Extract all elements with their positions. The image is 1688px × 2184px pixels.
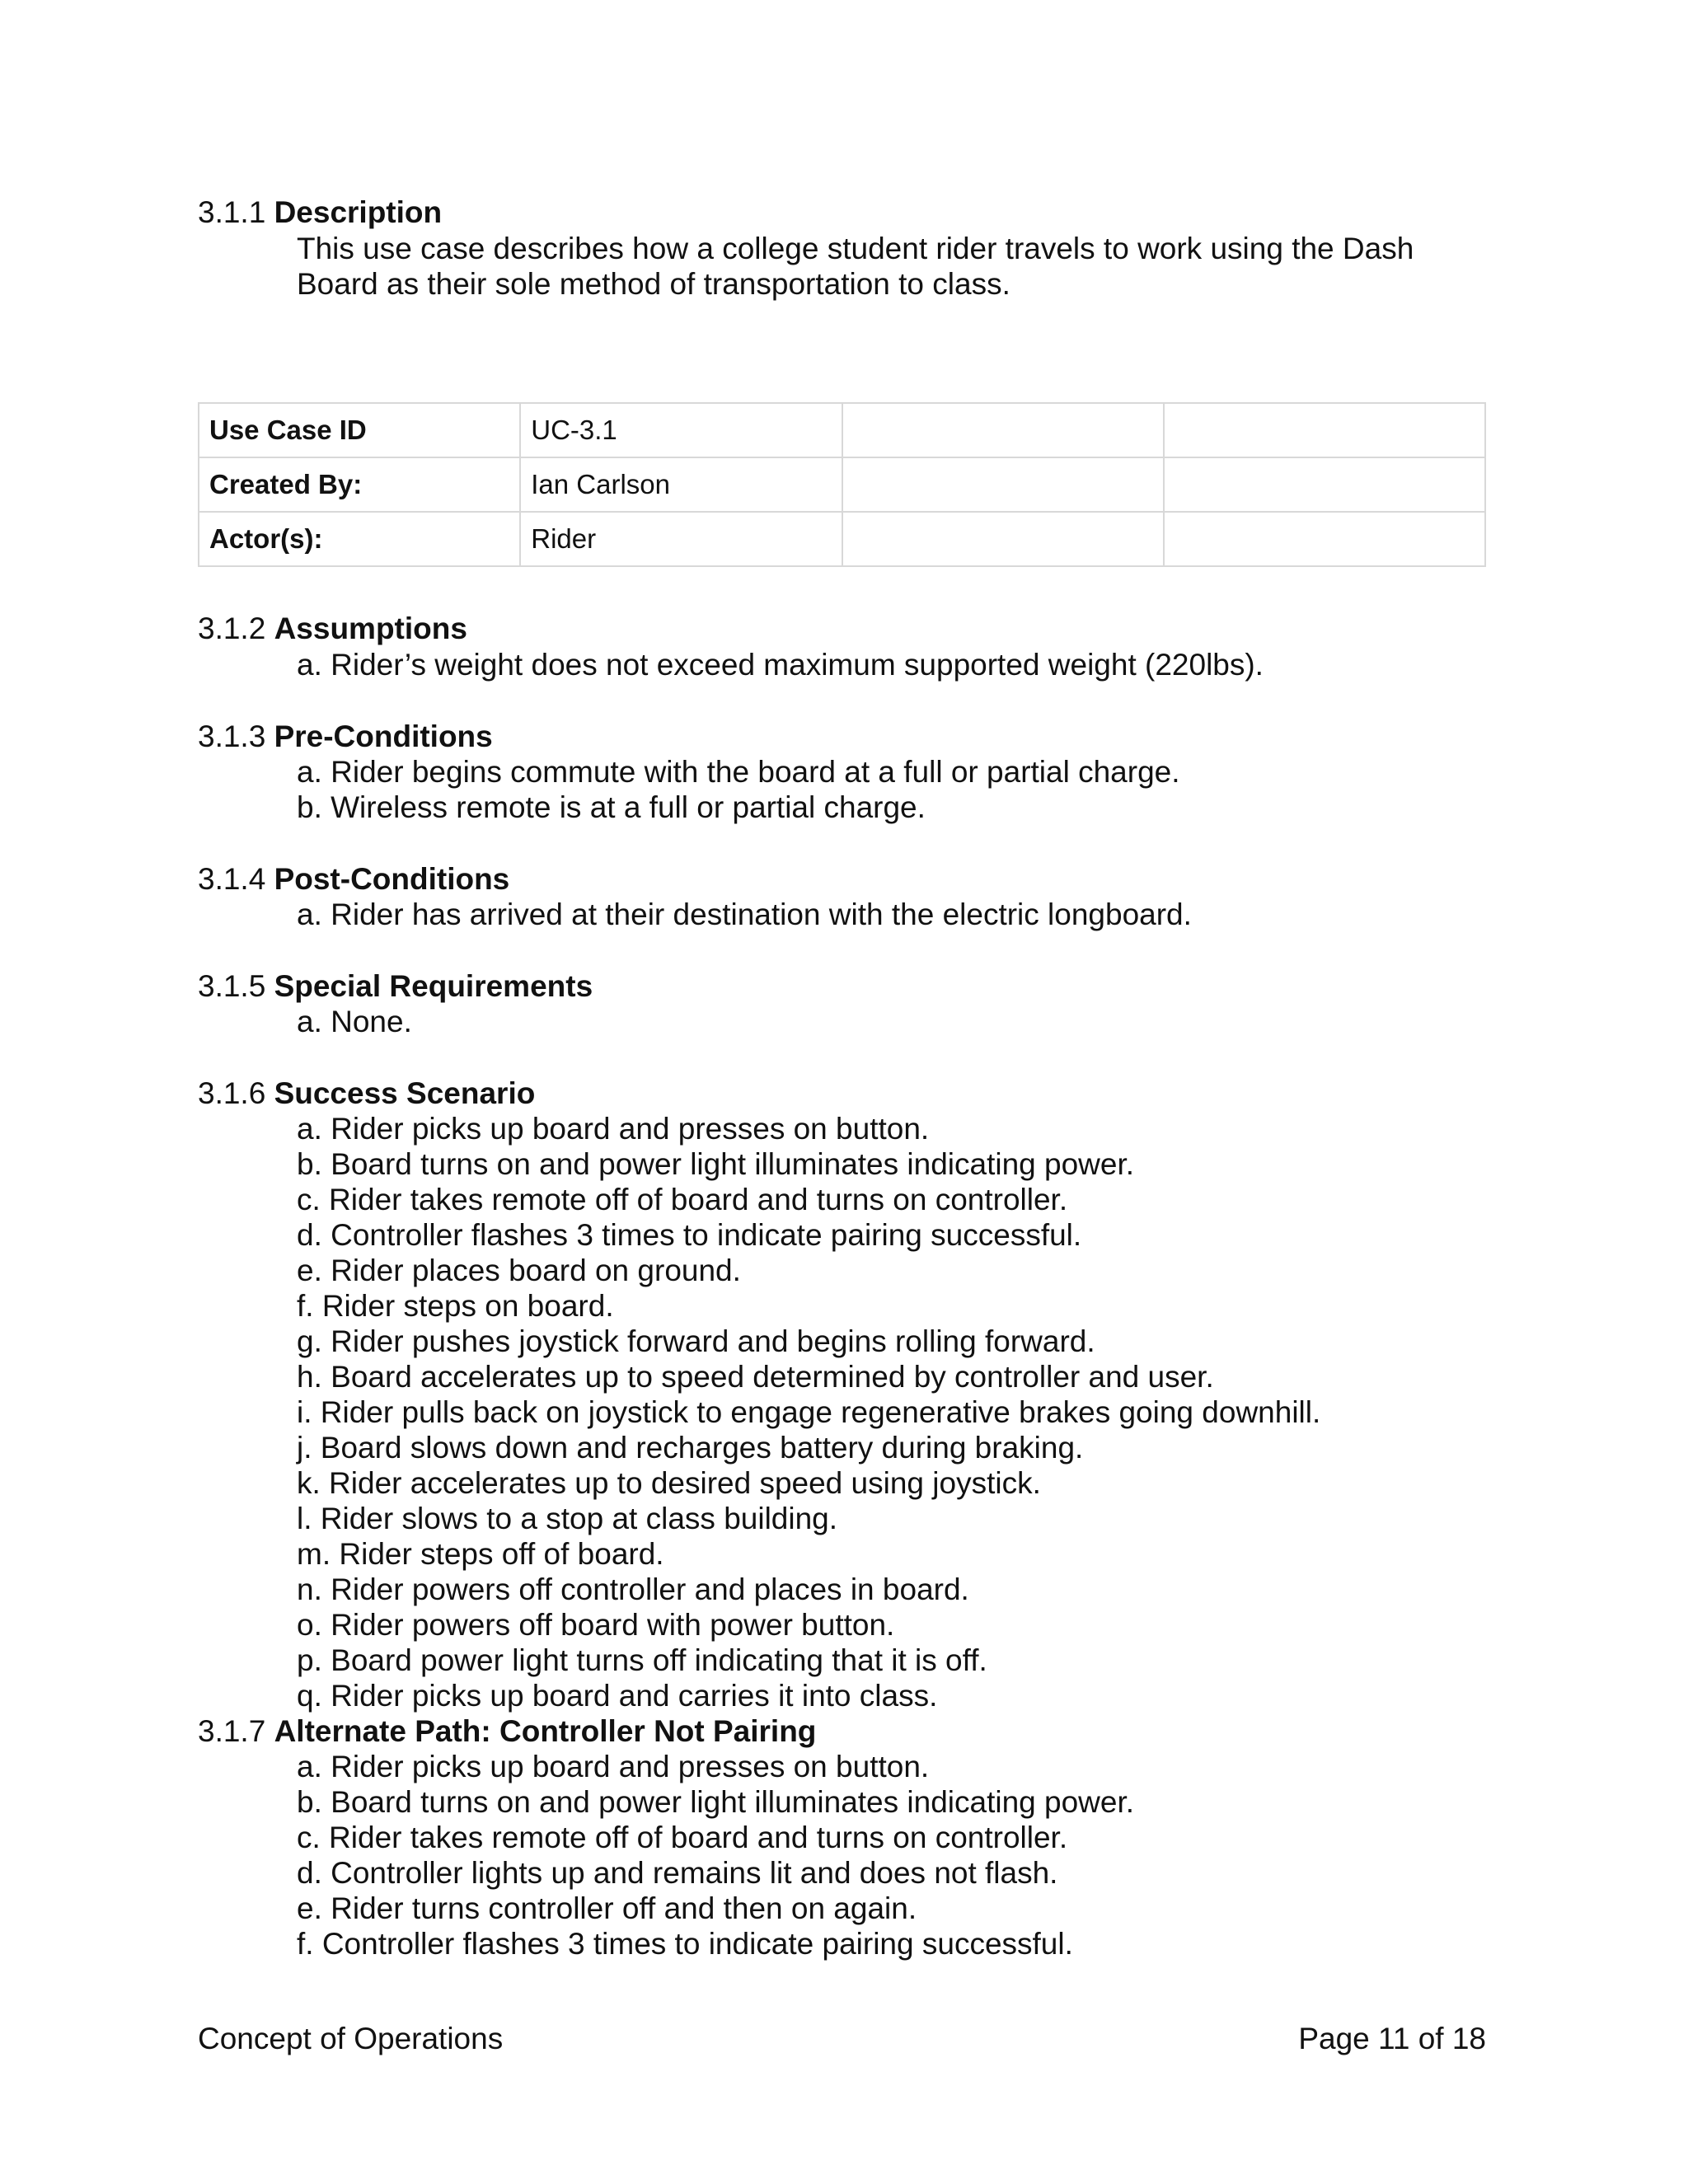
list-item: a. None. [297,1005,412,1038]
section-heading-description [198,194,442,231]
table-cell-label: Actor(s): [199,512,520,566]
footer-document-title: Concept of Operations [198,2022,504,2055]
section-heading-pre-conditions [198,719,493,755]
list-item: g. Rider pushes joystick forward and begins rolling forward. [297,1324,1095,1358]
list-item: i. Rider pulls back on joystick to engage regenerative brakes going downhill. [297,1395,1321,1429]
table-cell-value: UC-3.1 [520,403,842,457]
section-number: 3.1.2 [198,612,266,645]
table-row [199,403,1485,457]
section-heading-alternate-path [198,1713,816,1750]
section-number: 3.1.6 [198,1076,266,1110]
section-heading-assumptions [198,611,467,647]
section-title: Special Requirements [274,969,593,1003]
description-line: Board as their sole method of transportation to class. [297,267,1010,301]
list-item: c. Rider takes remote off of board and turns on controller. [297,1821,1068,1854]
table-cell-label: Created By: [199,457,520,512]
table-cell-value: Rider [520,512,842,566]
table-cell-empty [842,457,1164,512]
document-page [198,0,1484,2184]
list-item: c. Rider takes remote off of board and turns on controller. [297,1183,1068,1216]
section-title: Description [274,195,443,229]
list-item: q. Rider picks up board and carries it into class. [297,1679,938,1713]
list-item: k. Rider accelerates up to desired speed using joystick. [297,1466,1041,1500]
section-number: 3.1.5 [198,969,266,1003]
section-heading-special-requirements [198,968,593,1005]
section-number: 3.1.7 [198,1714,266,1748]
list-item: a. Rider has arrived at their destination with the electric longboard. [297,898,1192,931]
list-item: d. Controller flashes 3 times to indicate pairing successful. [297,1218,1082,1252]
list-item: j. Board slows down and recharges battery during braking. [297,1431,1084,1465]
list-item: b. Board turns on and power light illuminates indicating power. [297,1147,1135,1181]
list-item: e. Rider turns controller off and then on again. [297,1891,917,1925]
section-title: Assumptions [274,612,467,645]
section-title: Pre-Conditions [274,719,493,753]
list-item: b. Wireless remote is at a full or partial charge. [297,790,926,824]
description-line: This use case describes how a college student rider travels to work using the Dash [297,232,1414,265]
section-number: 3.1.4 [198,862,266,896]
list-item: n. Rider powers off controller and places in board. [297,1572,969,1606]
section-title: Alternate Path: Controller Not Pairing [274,1714,817,1748]
section-number: 3.1.1 [198,195,266,229]
list-item: a. Rider’s weight does not exceed maximum supported weight (220lbs). [297,648,1264,682]
list-item: h. Board accelerates up to speed determined by controller and user. [297,1360,1214,1394]
footer-page-number: Page 11 of 18 [1298,2022,1486,2055]
table-cell-empty [1164,403,1485,457]
section-heading-success-scenario [198,1076,535,1112]
list-item: d. Controller lights up and remains lit and does not flash. [297,1856,1058,1890]
section-heading-post-conditions [198,861,509,898]
table-cell-label: Use Case ID [199,403,520,457]
section-title: Success Scenario [274,1076,536,1110]
table-row [199,457,1485,512]
use-case-table [198,402,1486,567]
table-cell-empty [1164,457,1485,512]
table-cell-empty [842,403,1164,457]
table-cell-value: Ian Carlson [520,457,842,512]
table-row [199,512,1485,566]
table-cell-empty [1164,512,1485,566]
list-item: b. Board turns on and power light illuminates indicating power. [297,1785,1135,1819]
list-item: m. Rider steps off of board. [297,1537,664,1571]
list-item: l. Rider slows to a stop at class building. [297,1502,838,1535]
list-item: e. Rider places board on ground. [297,1254,741,1287]
table-cell-empty [842,512,1164,566]
section-number: 3.1.3 [198,719,266,753]
list-item: a. Rider begins commute with the board at a full or partial charge. [297,755,1180,789]
list-item: p. Board power light turns off indicating that it is off. [297,1643,987,1677]
list-item: f. Controller flashes 3 times to indicate pairing successful. [297,1927,1073,1961]
section-title: Post-Conditions [274,862,510,896]
list-item: f. Rider steps on board. [297,1289,614,1323]
list-item: a. Rider picks up board and presses on button. [297,1750,930,1783]
list-item: a. Rider picks up board and presses on button. [297,1112,930,1146]
list-item: o. Rider powers off board with power button. [297,1608,895,1642]
